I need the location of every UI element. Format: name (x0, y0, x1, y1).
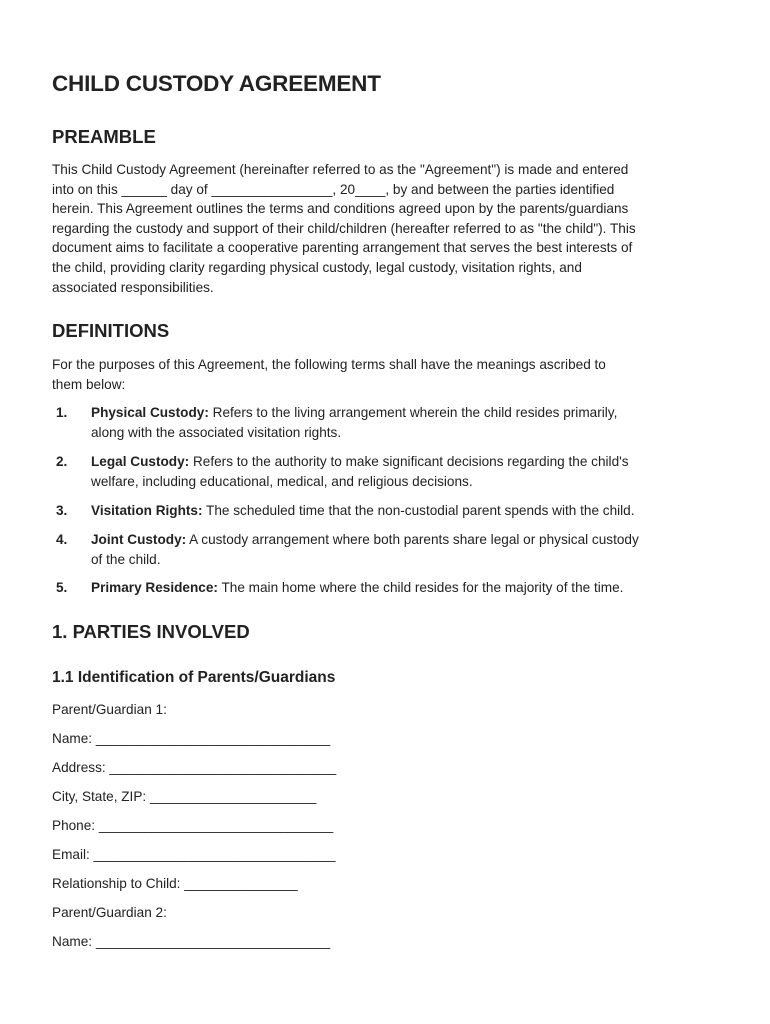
preamble-line: regarding the custody and support of their child/children (hereafter referred to as "the child"). This (52, 220, 636, 236)
definition-text (91, 530, 639, 569)
definition-desc-cont: welfare, including educational, medical, and religious decisions. (91, 473, 473, 489)
definition-text (91, 403, 617, 442)
definition-desc: Refers to the living arrangement wherein the child resides primarily, (208, 405, 618, 420)
definition-number: 4. (56, 532, 68, 547)
phone-field[interactable]: Phone: _______________________________ (52, 818, 334, 833)
name-field[interactable]: Name: _______________________________ (52, 934, 331, 949)
definitions-heading: DEFINITIONS (52, 320, 170, 341)
definition-desc: The main home where the child resides for the majority of the time. (217, 580, 624, 595)
address-field[interactable]: Address: ______________________________ (52, 760, 337, 775)
preamble-line: into on this ______ day of ________________, 20____, by and between the parties identified (52, 181, 615, 197)
parent1-label: Parent/Guardian 1: (52, 702, 167, 717)
preamble-line: document aims to facilitate a cooperative parenting arrangement that serves the best interests of (52, 240, 633, 256)
definition-number: 5. (56, 580, 68, 595)
definition-desc-cont: along with the associated visitation rights. (91, 424, 342, 440)
definition-text (91, 501, 635, 521)
definition-term: Joint Custody: (91, 532, 187, 547)
definition-desc: Refers to the authority to make significant decisions regarding the child's (189, 454, 629, 469)
definition-number: 2. (56, 454, 68, 469)
preamble-line: associated responsibilities. (52, 279, 214, 295)
parties-heading: 1. PARTIES INVOLVED (52, 621, 250, 642)
email-field[interactable]: Email: ________________________________ (52, 847, 336, 862)
definitions-intro (52, 355, 606, 394)
preamble-line: the child, providing clarity regarding physical custody, legal custody, visitation rights, and (52, 259, 582, 275)
definition-number: 1. (56, 405, 68, 420)
definitions-intro-line: For the purposes of this Agreement, the following terms shall have the meanings ascribed to (52, 357, 606, 372)
definition-number: 3. (56, 503, 68, 518)
definition-desc: A custody arrangement where both parents share legal or physical custody (186, 532, 639, 547)
definition-desc-cont: of the child. (91, 551, 161, 567)
definitions-intro-line: them below: (52, 376, 126, 392)
definition-text (91, 578, 623, 598)
definition-term: Physical Custody: (91, 405, 209, 420)
definition-term: Legal Custody: (91, 454, 190, 469)
city-state-zip-field[interactable]: City, State, ZIP: ______________________ (52, 789, 317, 804)
parent2-label: Parent/Guardian 2: (52, 905, 167, 920)
parties-subheading: 1.1 Identification of Parents/Guardians (52, 669, 336, 686)
relationship-field[interactable]: Relationship to Child: _______________ (52, 876, 298, 891)
preamble-paragraph (52, 160, 636, 297)
document-title: CHILD CUSTODY AGREEMENT (52, 71, 381, 96)
preamble-line: This Child Custody Agreement (hereinafter referred to as the "Agreement") is made and entered (52, 162, 629, 177)
definition-term: Visitation Rights: (91, 503, 203, 518)
name-field[interactable]: Name: _______________________________ (52, 731, 331, 746)
definition-desc: The scheduled time that the non-custodial parent spends with the child. (202, 503, 635, 518)
definition-text (91, 452, 629, 491)
preamble-heading: PREAMBLE (52, 126, 156, 147)
preamble-line: herein. This Agreement outlines the terms and conditions agreed upon by the parents/guardians (52, 201, 629, 217)
definition-term: Primary Residence: (91, 580, 218, 595)
